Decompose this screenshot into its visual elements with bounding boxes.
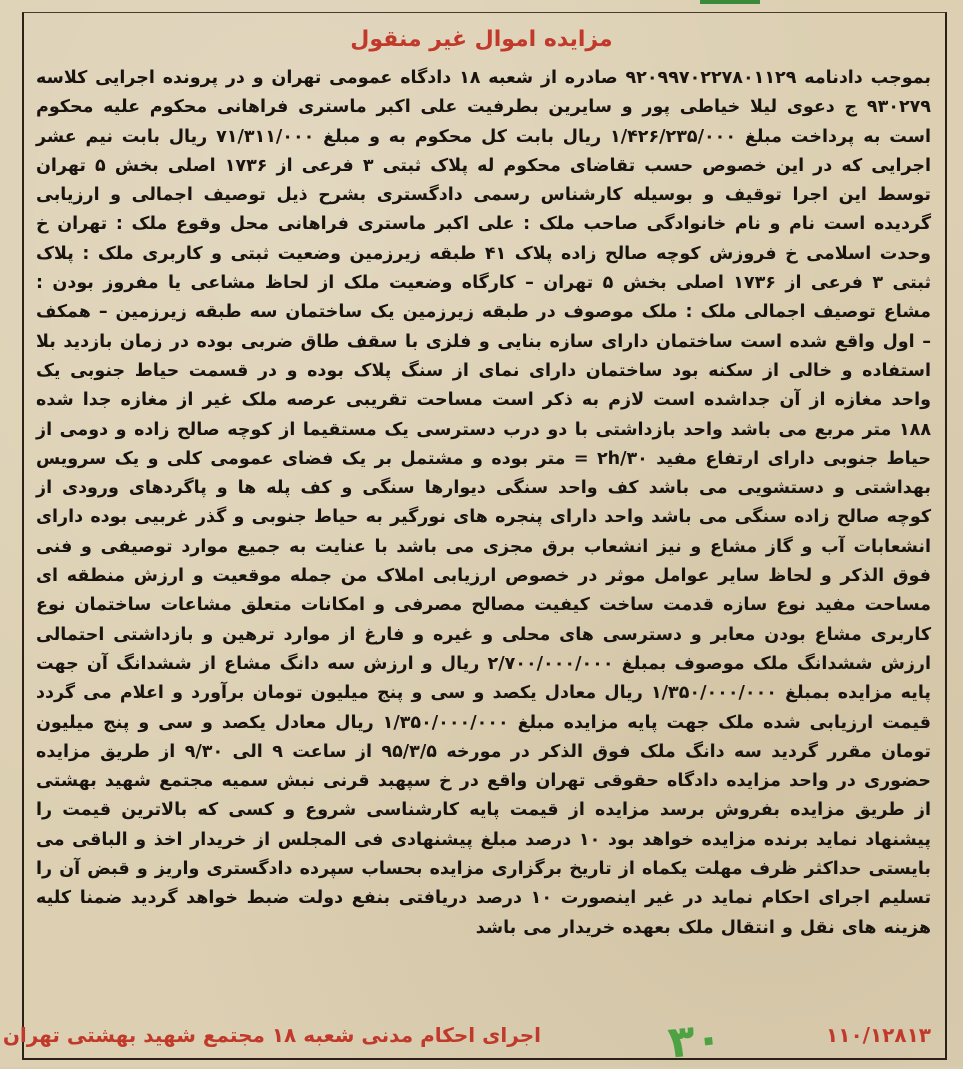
notice-issuer: اجرای احکام مدنی شعبه ۱۸ مجتمع شهید بهشتی تهران xyxy=(2,1023,541,1047)
notice-body: بموجب دادنامه ۹۲۰۹۹۷۰۲۲۷۸۰۱۱۲۹ صادره از شعبه ۱۸ دادگاه عمومی تهران و در پرونده اجرایی کلاسه ۹۳۰۲۷۹ ج دعوی لیلا خیاطی پور و سایرین بطرفیت علی اکبر ماستری فراهانی محکوم علیه محکوم است به پرداخت مبلغ ۱/۴۲۶/۲۳۵/۰۰۰ ریال بابت کل محکوم به و مبلغ ۷۱/۳۱۱/۰۰۰ ریال بابت نیم عشر اجرایی که در این خصوص حسب تقاضای محکوم له پلاک ثبتی ۳ فرعی از ۱۷۳۶ اصلی بخش ۵ تهران توسط این اجرا توقیف و بوسیله کارشناس رسمی دادگستری بشرح ذیل توصیف اجمالی و ارزیابی گردیده است نام و نام خانوادگی صاحب ملک : علی اکبر ماستری فراهانی محل وقوع ملک : تهران خ وحدت اسلامی خ فروزش کوچه صالح زاده پلاک ۴۱ طبقه زیرزمین وضعیت ثبتی و کاربری ملک : پلاک ثبتی ۳ فرعی از ۱۷۳۶ اصلی بخش ۵ تهران – کارگاه وضعیت ملک از لحاظ مشاعی یا مفروز بودن : مشاع توصیف اجمالی ملک : ملک موصوف در طبقه زیرزمین یک ساختمان سه طبقه زیرزمین – همکف – اول واقع شده است ساختمان دارای سازه بنایی و فلزی با سقف طاق ضربی بوده در زمان بازدید بلا استفاده و خالی از سکنه بود ساختمان دارای نمای از سنگ پلاک بوده و در قسمت حیاط جنوبی یک واحد مغازه از آن جداشده است لازم به ذکر است مساحت تقریبی عرصه ملک غیر از مغازه جدا شده ۱۸۸ متر مربع می باشد واحد بازداشتی با دو درب دسترسی یک مستقیما از کوچه صالح زاده و دومی از حیاط جنوبی دارای ارتفاع مفید ۲h/۳۰ = متر بوده و مشتمل بر یک فضای عمومی کلی و یک سرویس بهداشتی و دستشویی می باشد کف واحد سنگی دیوارها سنگی و کف پله ها و پاگردهای ورودی از کوچه صالح زاده سنگی می باشد واحد دارای پنجره های نورگیر به حیاط جنوبی و گذر غربیی بوده دارای انشعابات آب و گاز مشاع و نیز انشعاب برق مجزی می باشد با عنایت به جمیع موارد توصیفی و فنی فوق الذکر و لحاظ سایر عوامل موثر در خصوص ارزیابی املاک من جمله موقعیت و ارزش منطقه ای مساحت مفید نوع سازه قدمت ساخت کیفیت مصالح مصرفی و امکانات متعلق مشاعات ساختمان نوع کاربری مشاع بودن معابر و دسترسی های محلی و غیره و فارغ از موارد ترهین و بازداشتی احتمالی ارزش ششدانگ ملک موصوف بمبلغ ۲/۷۰۰/۰۰۰/۰۰۰ ریال و ارزش سه دانگ مشاع از ششدانگ آن جهت پایه مزایده بمبلغ ۱/۳۵۰/۰۰۰/۰۰۰ ریال معادل یکصد و سی و پنج میلیون تومان برآورد و اعلام می گردد قیمت ارزیابی شده ملک جهت پایه مزایده مبلغ ۱/۳۵۰/۰۰۰/۰۰۰ ریال معادل یکصد و سی و پنج میلیون تومان مقرر گردید سه دانگ ملک فوق الذکر در مورخه ۹۵/۳/۵ از ساعت ۹ الی ۹/۳۰ از طریق مزایده حضوری در واحد مزایده دادگاه حقوقی تهران واقع در خ سپهبد قرنی نبش سمیه مجتمع شهید بهشتی از طریق مزایده بفروش برسد مزایده از قیمت پایه کارشناسی شروع و کسی که بالاترین قیمت را پیشنهاد نماید برنده مزایده خواهد بود ۱۰ درصد مبلغ پیشنهادی فی المجلس از خریدار اخذ و الباقی می بایستی حداکثر ظرف مهلت یکماه از تاریخ برگزاری مزایده بحساب سپرده دادگستری واریز و قبض آن را تسلیم اجرای احکام نماید در غیر اینصورت ۱۰ درصد دریافتی بنفع دولت ضبط خواهد گردید ضمنا کلیه هزینه های نقل و انتقال ملک بعهده خریدار می باشد xyxy=(36,68,932,938)
notice-code: ۱۱۰/۱۲۸۱۳ xyxy=(826,1023,931,1047)
handwritten-mark: ۳۰ xyxy=(665,1012,725,1069)
notice-title: مزایده اموال غیر منقول xyxy=(350,27,613,52)
green-tab-mark xyxy=(700,0,760,4)
